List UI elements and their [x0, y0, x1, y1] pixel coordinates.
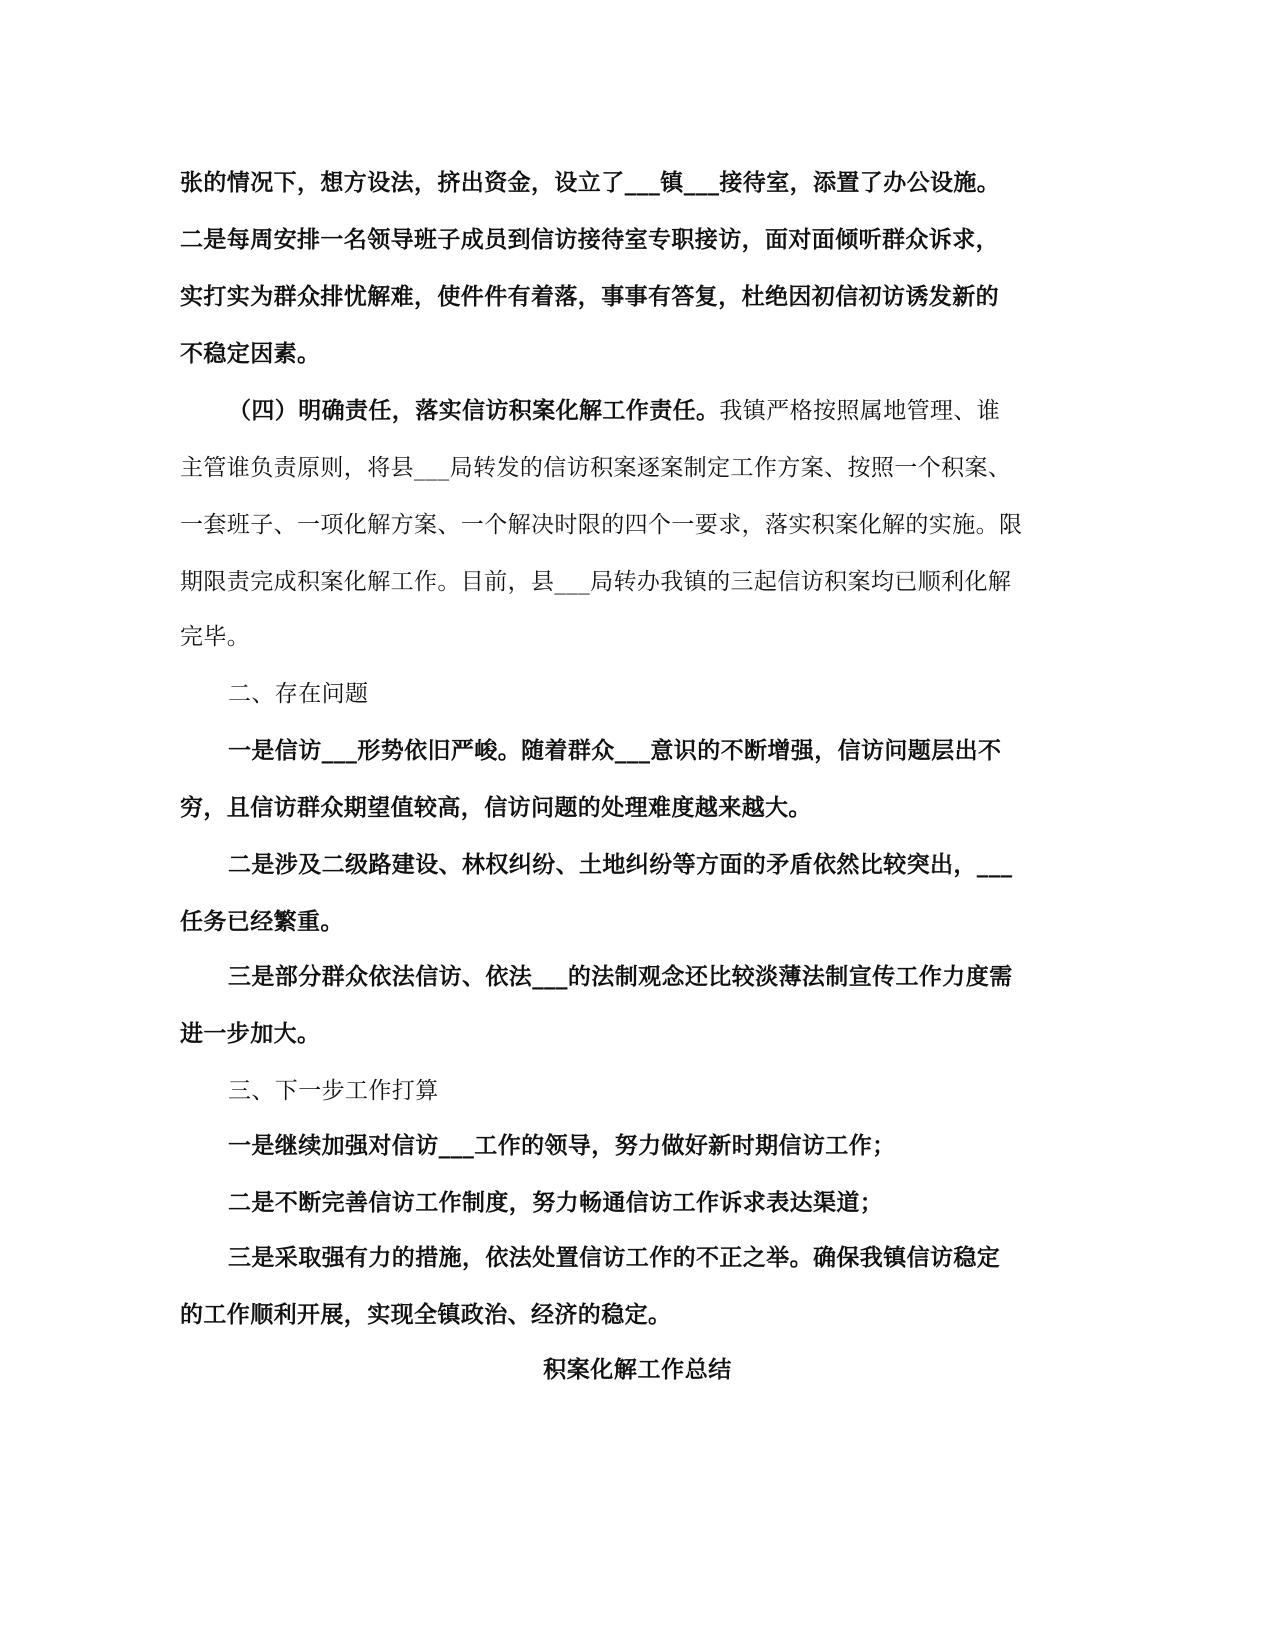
- paragraph-line: 张的情况下，想方设法，挤出资金，设立了___镇___接待室，添置了办公设施。: [180, 169, 1001, 196]
- section-four-line: [228, 396, 1128, 426]
- paragraph-line: 进一步加大。: [180, 1020, 321, 1047]
- paragraph-line: 三是部分群众依法信访、依法___的法制观念还比较淡薄法制宣传工作力度需: [228, 963, 1013, 990]
- paragraph-line: 一套班子、一项化解方案、一个解决时限的四个一要求，落实积案化解的实施。限: [180, 512, 1023, 538]
- section-four-text: 我镇严格按照属地管理、谁: [719, 398, 1001, 424]
- document-title: 积案化解工作总结: [543, 1356, 732, 1383]
- paragraph-line: 三是采取强有力的措施，依法处置信访工作的不正之举。确保我镇信访稳定: [228, 1244, 1001, 1271]
- paragraph-line: 主管谁负责原则，将县___局转发的信访积案逐案制定工作方案、按照一个积案、: [180, 455, 1012, 481]
- paragraph-line: 任务已经繁重。: [180, 908, 344, 935]
- paragraph-line: 穷，且信访群众期望值较高，信访问题的处理难度越来越大。: [180, 794, 812, 821]
- section-heading-next-steps: 三、下一步工作打算: [228, 1078, 439, 1104]
- paragraph-line: 的工作顺利开展，实现全镇政治、经济的稳定。: [180, 1301, 672, 1328]
- paragraph-line: 一是信访___形势依旧严峻。随着群众___意识的不断增强，信访问题层出不: [228, 737, 1002, 764]
- paragraph-line: 二是每周安排一名领导班子成员到信访接待室专职接访，面对面倾听群众诉求，: [180, 226, 999, 253]
- paragraph-line: 完毕。: [180, 624, 251, 650]
- paragraph-line: 二是不断完善信访工作制度，努力畅通信访工作诉求表达渠道；: [228, 1189, 884, 1216]
- paragraph-line: 不稳定因素。: [180, 340, 321, 367]
- paragraph-line: 一是继续加强对信访___工作的领导，努力做好新时期信访工作；: [228, 1132, 896, 1159]
- section-heading-problems: 二、存在问题: [228, 681, 369, 707]
- paragraph-line: 期限责完成积案化解工作。目前，县___局转办我镇的三起信访积案均已顺利化解: [180, 569, 1012, 595]
- section-four-heading: （四）明确责任，落实信访积案化解工作责任。: [228, 397, 720, 424]
- paragraph-line: 二是涉及二级路建设、林权纠纷、土地纠纷等方面的矛盾依然比较突出，___: [228, 851, 1013, 878]
- paragraph-line: 实打实为群众排忧解难，使件件有着落，事事有答复，杜绝因初信初访诱发新的: [180, 283, 999, 310]
